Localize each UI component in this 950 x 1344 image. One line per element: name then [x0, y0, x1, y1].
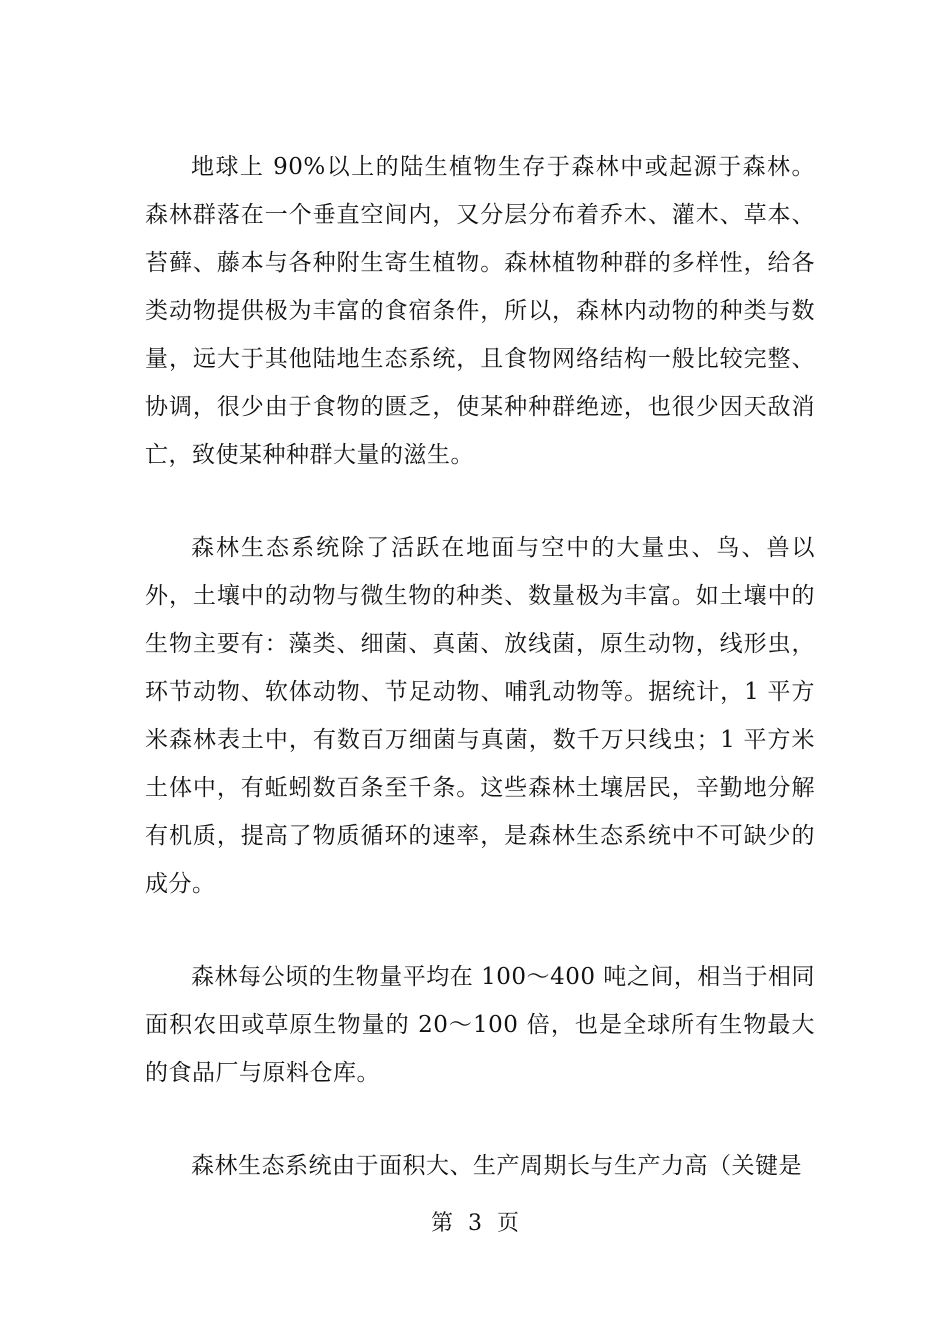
page-number-suffix: 页 — [497, 1211, 520, 1236]
page-footer — [0, 1206, 950, 1242]
paragraph-soil-organisms: 森林生态系统除了活跃在地面与空中的大量虫、鸟、兽以外，土壤中的动物与微生物的种类、数量极为丰富。如土壤中的生物主要有：藻类、细菌、真菌、放线菌，原生动物，线形虫，环节动物、软体动物、节足动物、哺乳动物等。据统计，1 平方米森林表土中，有数百万细菌与真菌，数千万只线虫；1 平方米土体中，有蚯蚓数百条至千条。这些森林土壤居民，辛勤地分解有机质，提高了物质循环的速率，是森林生态系统中不可缺少的成分。 — [145, 535, 815, 897]
paragraph-forest-plants: 地球上 90%以上的陆生植物生存于森林中或起源于森林。森林群落在一个垂直空间内，又分层分布着乔木、灌木、草本、苔藓、藤本与各种附生寄生植物。森林植物种群的多样性，给各类动物提供极为丰富的食宿条件，所以，森林内动物的种类与数量，远大于其他陆地生态系统，且食物网络结构一般比较完整、协调，很少由于食物的匮乏，使某种种群绝迹，也很少因天敌消亡，致使某种种群大量的滋生。 — [145, 154, 815, 468]
page-number: 3 — [468, 1211, 482, 1236]
page-number-prefix: 第 — [430, 1211, 453, 1236]
document-body — [145, 143, 815, 1190]
paragraph-biomass: 森林每公顷的生物量平均在 100～400 吨之间，相当于相同面积农田或草原生物量的 20～100 倍，也是全球所有生物最大的食品厂与原料仓库。 — [145, 964, 815, 1086]
paragraph-ecosystem-productivity: 森林生态系统由于面积大、生产周期长与生产力高（关键是 — [191, 1153, 802, 1179]
